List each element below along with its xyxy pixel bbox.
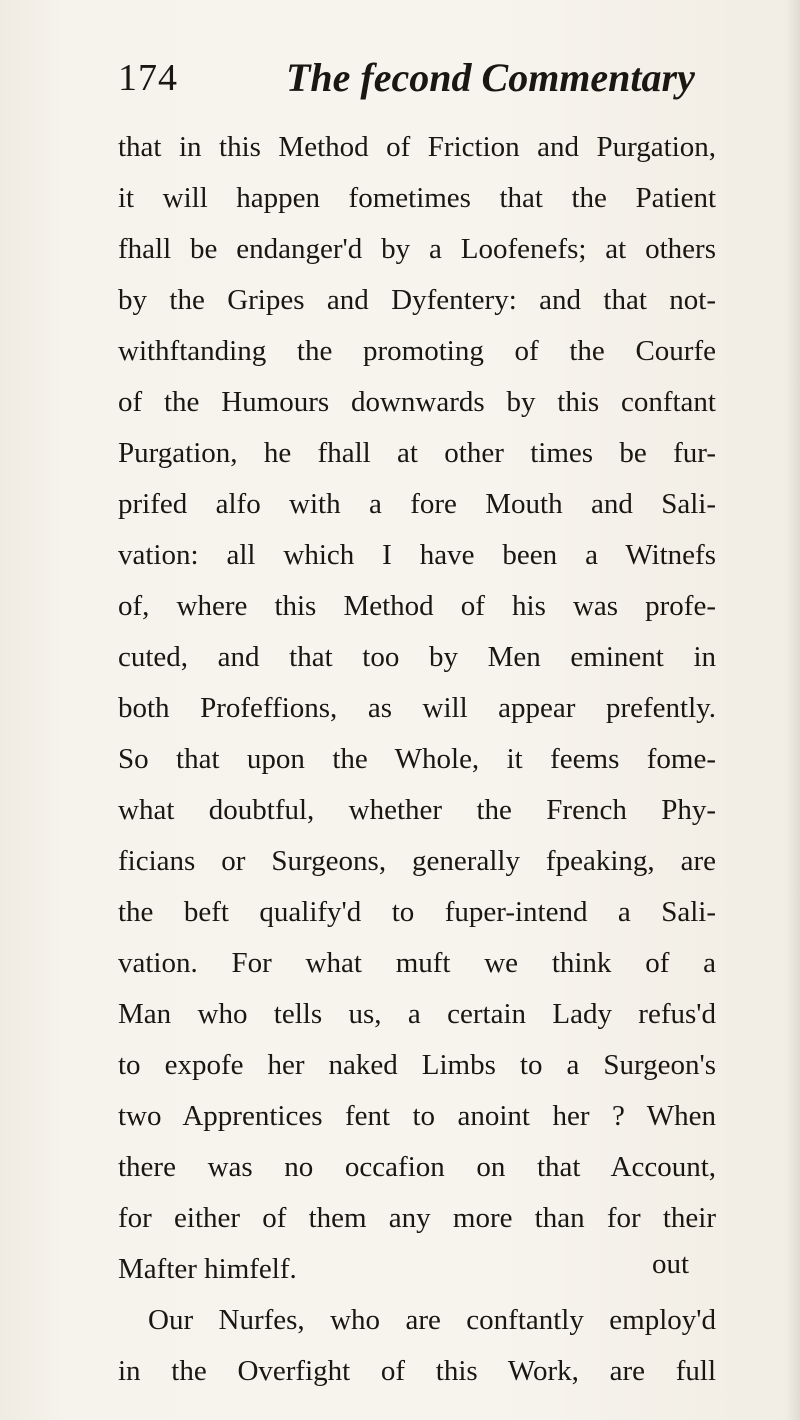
text-line: of the Humours downwards by this conftant [118,386,716,418]
text-line: there was no occafion on that Account, [118,1151,716,1183]
running-head: The fecond Commentary [286,55,695,100]
text-line: that in this Method of Friction and Purgation, [118,131,716,163]
text-line: fhall be endanger'd by a Loofenefs; at others [118,233,716,265]
text-line: vation: all which I have been a Witnefs [118,539,716,571]
page-gutter-shadow [786,0,800,1420]
text-line: So that upon the Whole, it feems fome- [118,743,716,775]
text-line: Purgation, he fhall at other times be fur- [118,437,716,469]
text-line: Man who tells us, a certain Lady refus'd [118,998,716,1030]
text-line: by the Gripes and Dyfentery: and that not- [118,284,716,316]
text-line: Mafter himfelf. [118,1253,297,1285]
page-header [118,56,718,116]
text-line: it will happen fometimes that the Patient [118,182,716,214]
text-line: the beft qualify'd to fuper-intend a Sali- [118,896,716,928]
text-line: both Profeffions, as will appear prefently. [118,692,716,724]
text-line: cuted, and that too by Men eminent in [118,641,716,673]
text-line: two Apprentices fent to anoint her ? When [118,1100,716,1132]
text-line: to expofe her naked Limbs to a Surgeon's [118,1049,716,1081]
body-text [118,122,716,1397]
text-line: Our Nurfes, who are conftantly employ'd [148,1304,716,1336]
text-line: ficians or Surgeons, generally fpeaking, are [118,845,716,877]
text-line: of, where this Method of his was profe- [118,590,716,622]
text-line: withftanding the promoting of the Courfe [118,335,716,367]
page-number: 174 [118,57,178,99]
text-line: what doubtful, whether the French Phy- [118,794,716,826]
text-line: for either of them any more than for their [118,1202,716,1234]
text-line: vation. For what muft we think of a [118,947,716,979]
text-line: in the Overfight of this Work, are full [118,1355,716,1387]
catchword: out [652,1248,690,1280]
text-line: prifed alfo with a fore Mouth and Sali- [118,488,716,520]
